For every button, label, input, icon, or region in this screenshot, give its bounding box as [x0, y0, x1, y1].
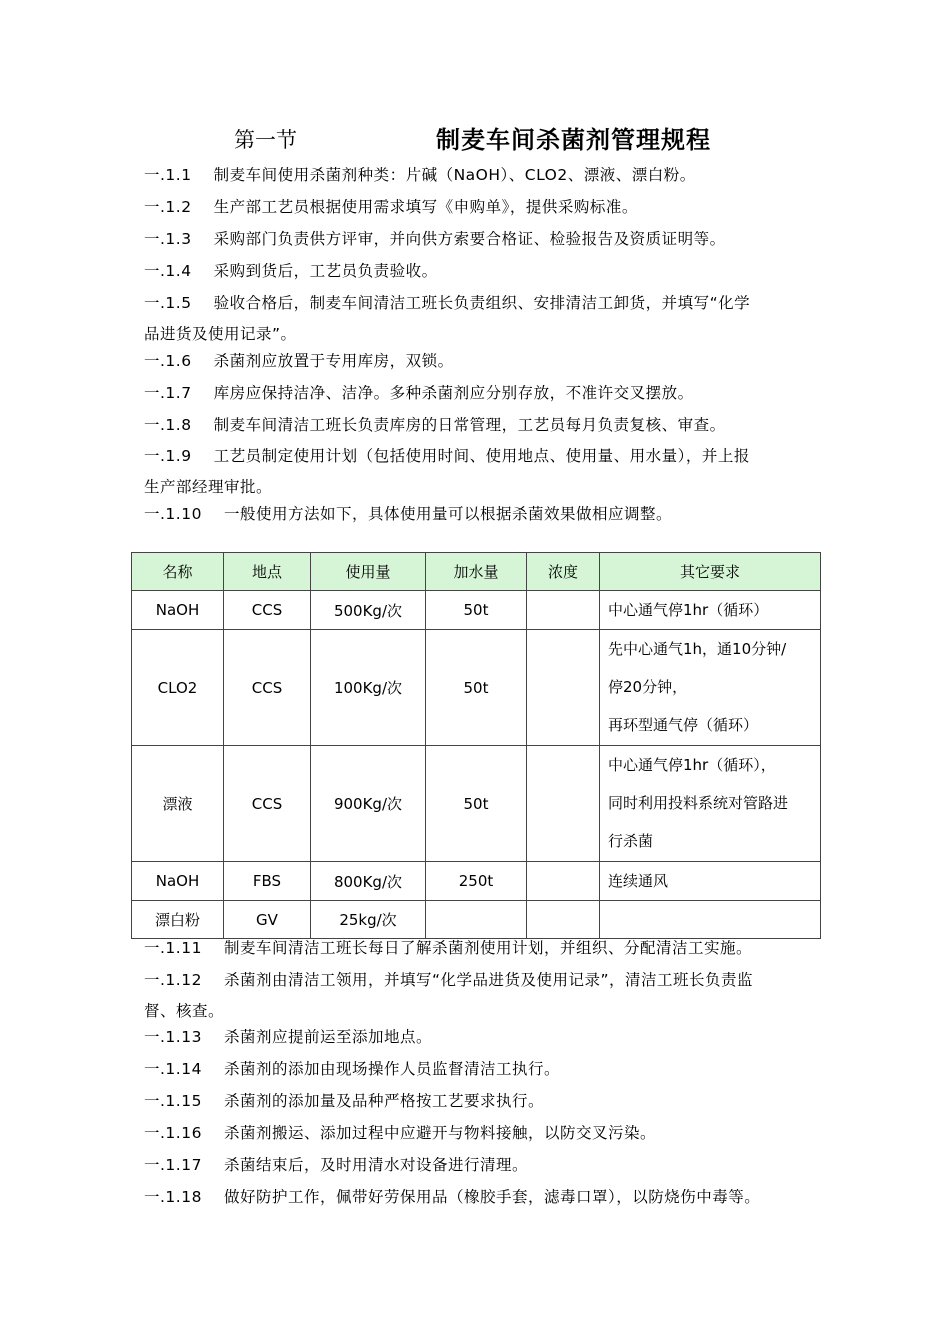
clause-text: 制麦车间清洁工班长每日了解杀菌剂使用计划，并组织、分配清洁工实施。 — [223, 939, 752, 957]
clause-number: 一.1.7 — [144, 384, 192, 402]
header-place: 地点 — [224, 553, 311, 591]
cell-concentration — [527, 862, 600, 901]
requirement-line: 中心通气停1hr（循环） — [608, 601, 769, 619]
cell-other-requirements — [600, 746, 821, 862]
clause-number: 一.1.10 — [144, 505, 202, 523]
section-number: 第一节 — [234, 128, 297, 152]
clause-一-1-7 — [144, 378, 814, 409]
cell-place: CCS — [224, 591, 311, 630]
table-row — [132, 746, 821, 862]
clause-text: 制麦车间使用杀菌剂种类：片碱（NaOH）、CLO2、漂液、漂白粉。 — [213, 166, 696, 184]
requirement-line: 连续通风 — [608, 872, 669, 890]
clause-一-1-3 — [144, 224, 814, 255]
cell-amount: 25kg/次 — [311, 901, 426, 939]
requirement-line: 再环型通气停（循环） — [608, 716, 759, 734]
cell-water: 50t — [426, 591, 527, 630]
cell-concentration — [527, 630, 600, 746]
clause-text: 制麦车间清洁工班长负责库房的日常管理，工艺员每月负责复核、审查。 — [213, 416, 726, 434]
clause-一-1-8 — [144, 410, 814, 441]
cell-name: NaOH — [132, 862, 224, 901]
cell-place: FBS — [224, 862, 311, 901]
clause-一-1-6 — [144, 346, 814, 377]
table-row — [132, 630, 821, 746]
clause-number: 一.1.5 — [144, 294, 192, 312]
requirement-line: 同时利用投料系统对管路进 — [608, 794, 789, 812]
table-row — [132, 862, 821, 901]
clause-一-1-1 — [144, 160, 814, 191]
clause-text: 杀菌剂搬运、添加过程中应避开与物料接触，以防交叉污染。 — [223, 1124, 656, 1142]
clause-一-1-13 — [144, 1022, 814, 1053]
cell-amount: 100Kg/次 — [311, 630, 426, 746]
clause-number: 一.1.11 — [144, 939, 202, 957]
clause-number: 一.1.13 — [144, 1028, 202, 1046]
clause-text: 验收合格后，制麦车间清洁工班长负责组织、安排清洁工卸货，并填写“化学 — [213, 294, 751, 312]
clause-text: 一般使用方法如下，具体使用量可以根据杀菌效果做相应调整。 — [223, 505, 672, 523]
clause-number: 一.1.6 — [144, 352, 192, 370]
table-header-row — [132, 553, 821, 591]
clause-number: 一.1.14 — [144, 1060, 202, 1078]
clause-text: 生产部工艺员根据使用需求填写《申购单》，提供采购标准。 — [213, 198, 638, 216]
clause-一-1-5 — [144, 288, 814, 350]
cell-other-requirements — [600, 591, 821, 630]
clause-text-continued: 生产部经理审批。 — [144, 478, 273, 496]
clause-text: 做好防护工作，佩带好劳保用品（橡胶手套，滤毒口罩），以防烧伤中毒等。 — [223, 1188, 761, 1206]
clause-text: 杀菌剂由清洁工领用，并填写“化学品进货及使用记录”，清洁工班长负责监 — [223, 971, 754, 989]
cell-water: 50t — [426, 746, 527, 862]
clause-number: 一.1.8 — [144, 416, 192, 434]
clause-一-1-17 — [144, 1150, 814, 1181]
clause-一-1-10 — [144, 499, 814, 530]
clause-number: 一.1.4 — [144, 262, 192, 280]
clause-number: 一.1.1 — [144, 166, 192, 184]
requirement-line: 先中心通气1h，通10分钟/ — [608, 640, 787, 658]
clause-number: 一.1.16 — [144, 1124, 202, 1142]
cell-other-requirements — [600, 630, 821, 746]
cell-name: CLO2 — [132, 630, 224, 746]
clause-text: 采购到货后，工艺员负责验收。 — [213, 262, 438, 280]
header-concentration: 浓度 — [527, 553, 600, 591]
clause-一-1-12 — [144, 965, 814, 1027]
clause-一-1-15 — [144, 1086, 814, 1117]
clause-number: 一.1.15 — [144, 1092, 202, 1110]
cell-name: 漂白粉 — [132, 901, 224, 939]
clause-text: 杀菌剂的添加由现场操作人员监督清洁工执行。 — [223, 1060, 560, 1078]
cell-place: CCS — [224, 746, 311, 862]
clause-number: 一.1.18 — [144, 1188, 202, 1206]
header-name: 名称 — [132, 553, 224, 591]
page-title — [0, 120, 950, 156]
requirement-line: 行杀菌 — [608, 832, 654, 850]
cell-concentration — [527, 746, 600, 862]
clause-一-1-18 — [144, 1182, 814, 1213]
clause-一-1-11 — [144, 933, 814, 964]
header-amount: 使用量 — [311, 553, 426, 591]
clause-一-1-9 — [144, 441, 814, 503]
cell-concentration — [527, 591, 600, 630]
clause-text: 杀菌剂的添加量及品种严格按工艺要求执行。 — [223, 1092, 544, 1110]
clause-text-continued: 督、核查。 — [144, 1002, 225, 1020]
cell-place: GV — [224, 901, 311, 939]
clause-一-1-16 — [144, 1118, 814, 1149]
disinfectant-table — [131, 552, 821, 939]
requirement-line: 中心通气停1hr（循环）， — [608, 756, 776, 774]
clause-text: 杀菌剂应提前运至添加地点。 — [223, 1028, 432, 1046]
clause-text-continued: 品进货及使用记录”。 — [144, 325, 297, 343]
cell-amount: 500Kg/次 — [311, 591, 426, 630]
clause-number: 一.1.17 — [144, 1156, 202, 1174]
clause-number: 一.1.3 — [144, 230, 192, 248]
cell-water: 250t — [426, 862, 527, 901]
clause-text: 工艺员制定使用计划（包括使用时间、使用地点、使用量、用水量），并上报 — [213, 447, 750, 465]
header-other-requirements: 其它要求 — [600, 553, 821, 591]
requirement-line: 停20分钟， — [608, 678, 688, 696]
table-row — [132, 591, 821, 630]
clause-一-1-14 — [144, 1054, 814, 1085]
clause-一-1-2 — [144, 192, 814, 223]
cell-amount: 900Kg/次 — [311, 746, 426, 862]
cell-name: 漂液 — [132, 746, 224, 862]
clause-number: 一.1.12 — [144, 971, 202, 989]
document-title: 制麦车间杀菌剂管理规程 — [436, 126, 711, 154]
clause-text: 杀菌结束后，及时用清水对设备进行清理。 — [223, 1156, 528, 1174]
clause-text: 库房应保持洁净、洁净。多种杀菌剂应分别存放，不准许交叉摆放。 — [213, 384, 694, 402]
clause-number: 一.1.9 — [144, 447, 192, 465]
cell-other-requirements — [600, 862, 821, 901]
cell-amount: 800Kg/次 — [311, 862, 426, 901]
header-water: 加水量 — [426, 553, 527, 591]
cell-water: 50t — [426, 630, 527, 746]
clause-一-1-4 — [144, 256, 814, 287]
cell-name: NaOH — [132, 591, 224, 630]
clause-text: 杀菌剂应放置于专用库房，双锁。 — [213, 352, 454, 370]
clause-text: 采购部门负责供方评审，并向供方索要合格证、检验报告及资质证明等。 — [213, 230, 726, 248]
cell-place: CCS — [224, 630, 311, 746]
clause-number: 一.1.2 — [144, 198, 192, 216]
